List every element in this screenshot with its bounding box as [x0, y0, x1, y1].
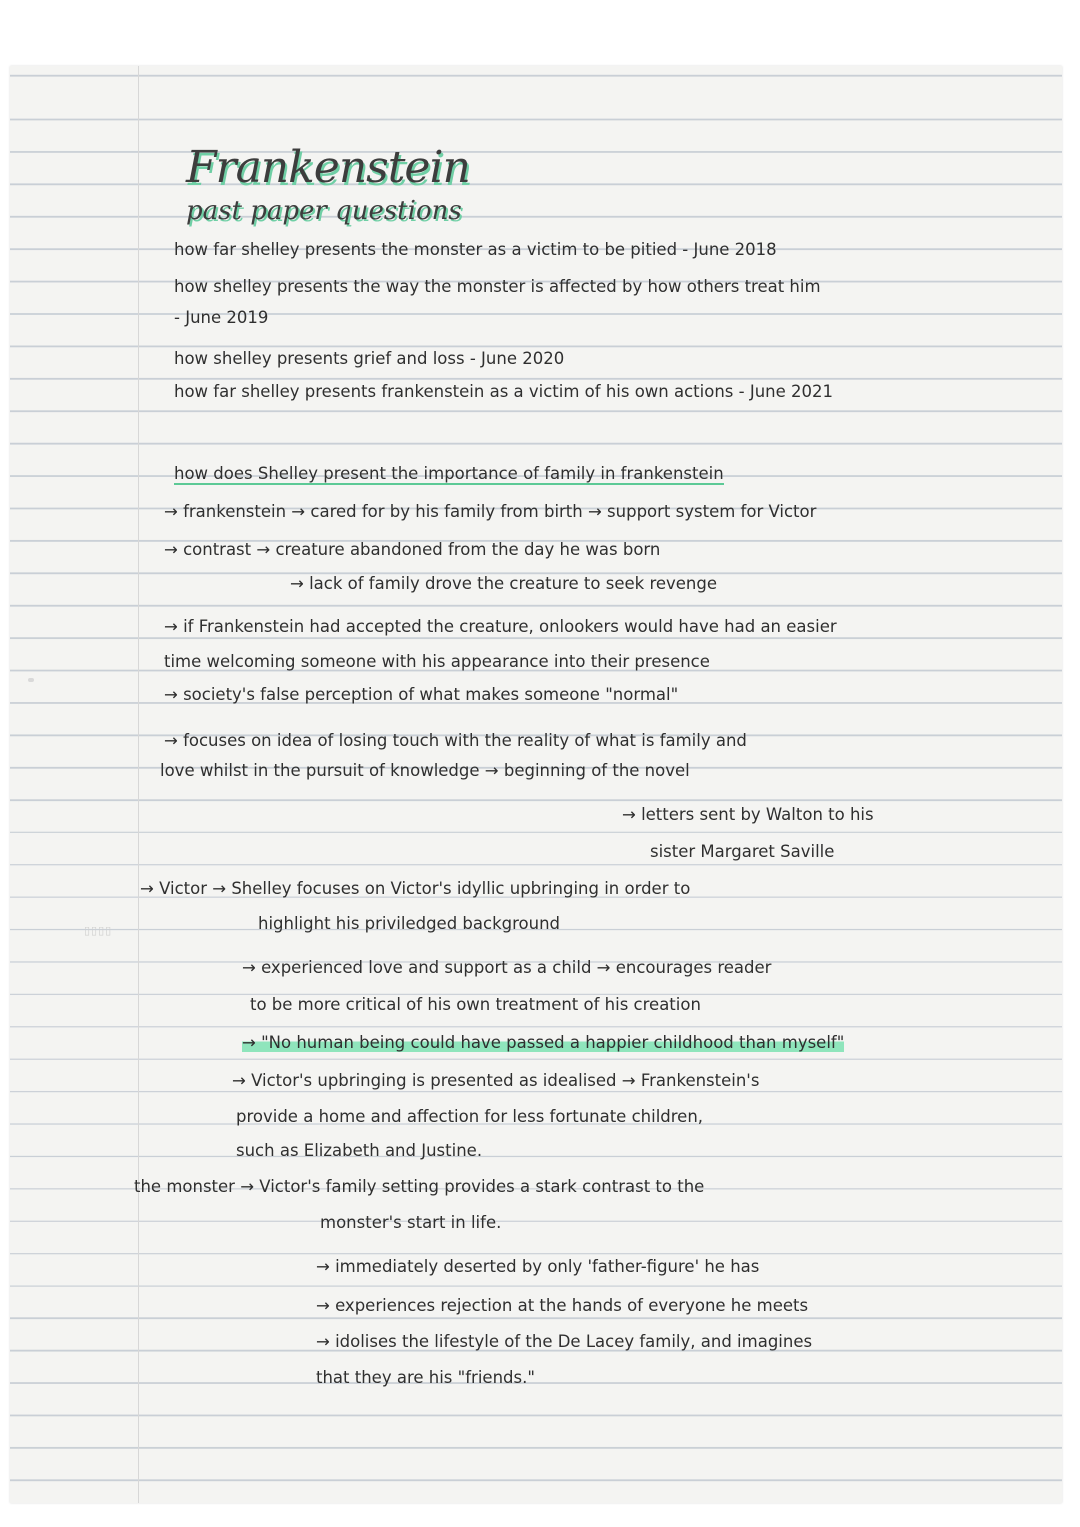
question-2019: how shelley presents the way the monster is affected by how others treat him [174, 277, 821, 296]
note-line: → society's false perception of what makes someone "normal" [164, 685, 679, 704]
highlighted-quote-line [242, 1035, 844, 1052]
note-line: time welcoming someone with his appearance into their presence [164, 652, 710, 671]
faint-show-through-mark: ▯▯▯▯ [84, 924, 113, 937]
page-title: Frankenstein [186, 142, 470, 193]
note-line: → lack of family drove the creature to seek revenge [290, 574, 718, 593]
punch-hole-mark [28, 678, 34, 682]
page-subtitle: past paper questions [186, 196, 462, 226]
note-line: → idolises the lifestyle of the De Lacey family, and imagines [316, 1332, 813, 1351]
question-2019-date: - June 2019 [174, 308, 269, 327]
note-line: that they are his "friends." [316, 1368, 535, 1387]
note-line: → letters sent by Walton to his [622, 805, 874, 824]
question-2018: how far shelley presents the monster as a victim to be pitied - June 2018 [174, 240, 777, 259]
note-line: monster's start in life. [320, 1213, 502, 1232]
note-line: → immediately deserted by only 'father-figure' he has [316, 1257, 760, 1276]
note-line: the monster → Victor's family setting provides a stark contrast to the [134, 1177, 705, 1196]
notebook-page [10, 66, 1062, 1503]
highlighted-quote: → "No human being could have passed a happier childhood than myself" [242, 1033, 845, 1052]
note-line: → experienced love and support as a child → encourages reader [242, 958, 772, 977]
margin-line [138, 66, 139, 1503]
note-line: → Victor's upbringing is presented as idealised → Frankenstein's [232, 1071, 760, 1090]
note-line: → Victor → Shelley focuses on Victor's idyllic upbringing in order to [140, 879, 691, 898]
note-line: to be more critical of his own treatment of his creation [250, 995, 701, 1014]
note-line: → focuses on idea of losing touch with the reality of what is family and [164, 731, 747, 750]
note-line: provide a home and affection for less fortunate children, [236, 1107, 704, 1126]
essay-heading-text: how does Shelley present the importance of family in frankenstein [174, 464, 724, 483]
note-line: highlight his priviledged background [258, 914, 561, 933]
note-line: → frankenstein → cared for by his family from birth → support system for Victor [164, 502, 817, 521]
note-line: → contrast → creature abandoned from the day he was born [164, 540, 661, 559]
note-line: → experiences rejection at the hands of everyone he meets [316, 1296, 809, 1315]
note-line: such as Elizabeth and Justine. [236, 1141, 483, 1160]
note-line: sister Margaret Saville [650, 842, 835, 861]
question-2021: how far shelley presents frankenstein as a victim of his own actions - June 2021 [174, 382, 834, 401]
essay-heading [174, 466, 724, 483]
note-line: love whilst in the pursuit of knowledge → beginning of the novel [160, 761, 690, 780]
question-2020: how shelley presents grief and loss - June 2020 [174, 349, 565, 368]
note-line: → if Frankenstein had accepted the creature, onlookers would have had an easier [164, 617, 837, 636]
